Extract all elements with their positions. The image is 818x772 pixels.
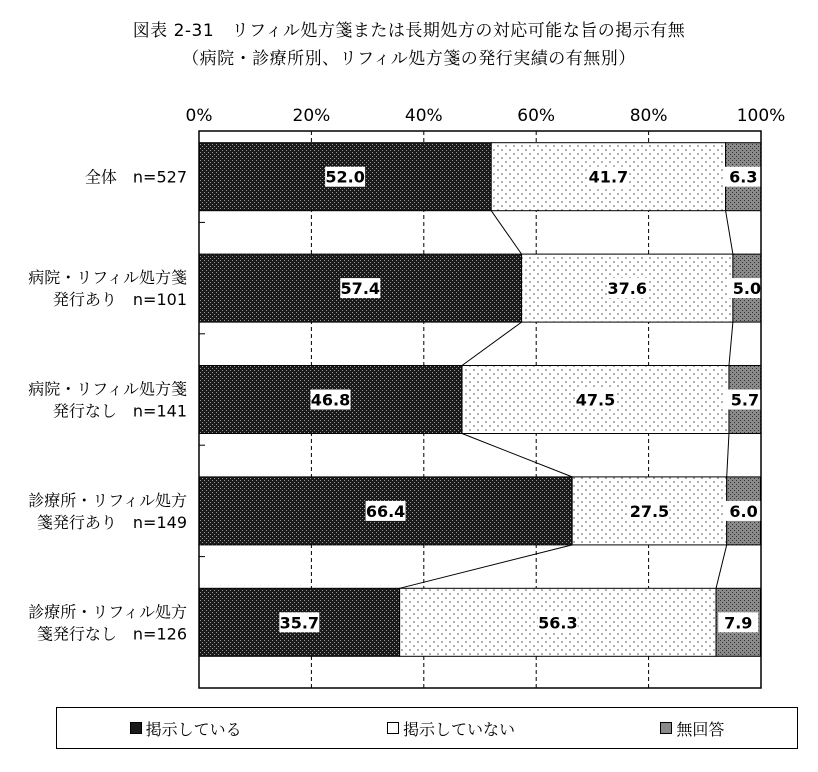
data-label: 7.9 — [724, 613, 753, 633]
x-tick-label: 80% — [629, 106, 668, 126]
legend-item-displayed — [130, 717, 242, 740]
legend-item-not-displayed — [387, 717, 515, 740]
connector-line — [462, 322, 522, 365]
data-label: 5.7 — [730, 390, 760, 410]
chart-legend — [56, 707, 798, 749]
data-label: 27.5 — [629, 501, 670, 521]
connector-line — [727, 434, 729, 477]
category-label: 全体 n=527 — [84, 167, 187, 187]
data-label: 52.0 — [325, 167, 365, 187]
category-label: 箋発行なし n=126 — [36, 624, 187, 644]
category-label: 診療所・リフィル処方 — [28, 490, 187, 510]
legend-label-no-answer: 無回答 — [676, 719, 725, 739]
chart-subtitle: （病院・診療所別、リフィル処方箋の発行実績の有無別） — [182, 49, 636, 69]
connector-line — [729, 322, 733, 365]
connector-line — [716, 545, 727, 588]
category-label: 発行あり n=101 — [52, 290, 187, 310]
connector-line — [491, 211, 521, 254]
category-label: 診療所・リフィル処方 — [28, 602, 187, 622]
legend-label-displayed: 掲示している — [145, 719, 242, 739]
data-label: 46.8 — [310, 390, 351, 410]
legend-item-no-answer — [660, 717, 724, 740]
legend-swatch-not-displayed — [387, 722, 399, 734]
connector-line — [462, 434, 572, 477]
legend-swatch-displayed — [130, 722, 142, 734]
category-label: 発行なし n=141 — [52, 401, 187, 421]
category-label: 箋発行あり n=149 — [36, 512, 187, 532]
data-label: 6.3 — [729, 167, 758, 187]
legend-swatch-no-answer — [660, 722, 672, 734]
x-tick-label: 20% — [292, 106, 331, 126]
data-label: 66.4 — [365, 501, 406, 521]
legend-label-not-displayed: 掲示していない — [402, 719, 515, 739]
x-tick-label: 60% — [517, 106, 556, 126]
x-tick-label: 100% — [736, 106, 786, 126]
data-label: 35.7 — [279, 613, 320, 633]
connector-line — [400, 545, 573, 588]
data-label: 37.6 — [607, 279, 647, 299]
connector-line — [726, 211, 733, 254]
data-label: 6.0 — [729, 501, 758, 521]
data-label: 41.7 — [588, 167, 629, 187]
category-label: 病院・リフィル処方箋 — [28, 379, 187, 399]
category-label: 病院・リフィル処方箋 — [28, 268, 187, 288]
data-label: 57.4 — [340, 279, 381, 299]
data-label: 56.3 — [538, 613, 578, 633]
chart-title: 図表 2-31 リフィル処方箋または長期処方の対応可能な旨の掲示有無 — [132, 21, 686, 41]
data-label: 5.0 — [732, 279, 762, 299]
data-label: 47.5 — [575, 390, 616, 410]
x-tick-label: 40% — [404, 106, 443, 126]
x-tick-label: 0% — [185, 106, 213, 126]
